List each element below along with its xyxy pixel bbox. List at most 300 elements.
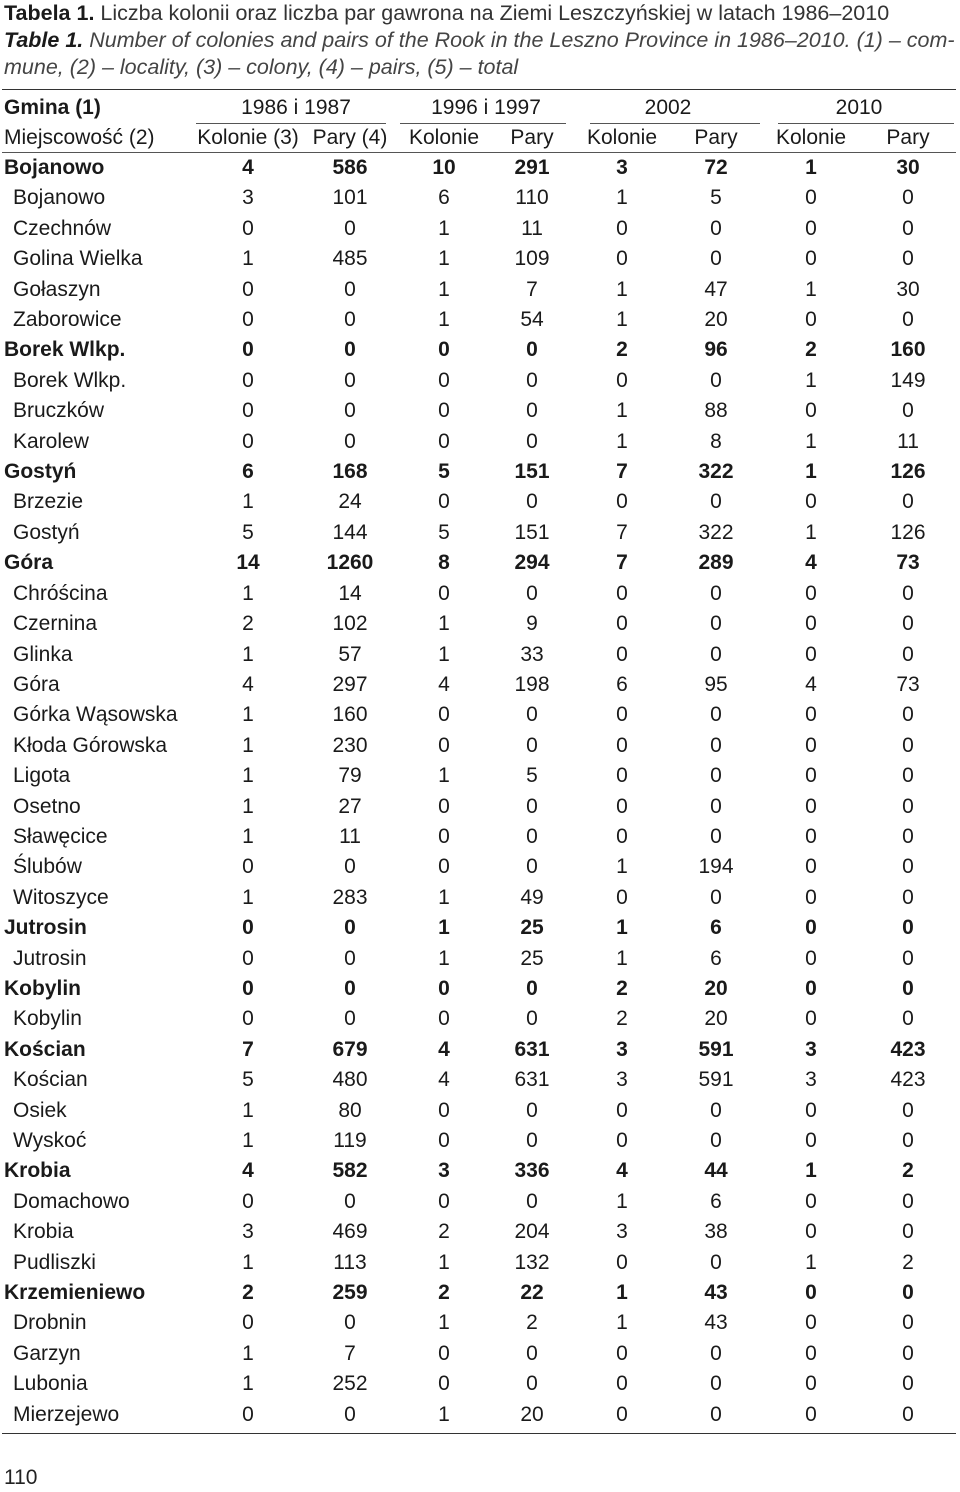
table-cell: 0 [344,1311,356,1335]
table-cell: 0 [805,1098,817,1122]
table-cell: 9 [526,612,538,636]
table-cell: 44 [704,1159,728,1183]
header-gmina: Gmina (1) [4,96,101,119]
table-cell: 7 [242,1037,254,1061]
table-cell: 1 [242,1341,254,1365]
table-cell: 0 [805,399,817,423]
gmina-name: Kobylin [4,976,81,1000]
table-cell: 591 [698,1068,734,1092]
locality-row [2,1308,956,1338]
header-subcol: Kolonie [586,126,658,149]
table-cell: 0 [526,1098,538,1122]
locality-row [2,640,956,670]
table-cell: 4 [438,1037,450,1061]
table-cell: 4 [242,1159,254,1183]
table-cell: 0 [526,855,538,879]
table-cell: 30 [896,156,920,179]
table-cell: 0 [242,916,254,940]
table-cell: 0 [902,764,914,788]
table-cell: 119 [333,1129,367,1152]
table-cell: 0 [902,1341,914,1365]
table-cell: 1 [616,946,628,970]
table-cell: 0 [710,216,722,240]
table-cell: 0 [242,368,254,392]
table-cell: 0 [526,794,538,818]
table-cell: 0 [710,581,722,605]
table-cell: 297 [332,672,368,696]
table-cell: 1 [616,399,628,423]
table-cell: 0 [344,1189,356,1213]
table-cell: 0 [242,1007,254,1031]
table-cell: 2 [438,1281,450,1305]
table-cell: 0 [344,1007,356,1031]
header-subcol: Pary [886,126,930,149]
table-cell: 1 [616,308,628,332]
table-cell: 0 [710,1402,722,1426]
table-cell: 0 [526,976,538,1000]
locality-name: Bojanowo [13,186,106,210]
table-cell: 0 [242,1189,254,1213]
table-cell: 96 [704,338,728,362]
locality-row [2,427,956,457]
locality-row [2,670,956,700]
locality-name: Kobylin [13,1007,82,1031]
header-period-2: 1996 i 1997 [431,96,541,119]
table-cell: 0 [344,1402,356,1426]
table-cell: 582 [332,1159,368,1183]
table-cell: 0 [710,642,722,666]
table-cell: 1 [805,368,817,392]
table-cell: 6 [616,672,628,696]
header-row-subcols [2,123,956,153]
locality-name: Pudliszki [13,1250,96,1274]
table-cell: 0 [805,1189,817,1213]
table-cell: 0 [616,642,628,666]
table-cell: 0 [526,1189,538,1213]
locality-name: Sławęcice [13,824,108,848]
table-cell: 2 [242,1281,254,1305]
table-cell: 0 [902,733,914,757]
table-cell: 0 [710,703,722,727]
table-cell: 0 [616,581,628,605]
table-cell: 2 [902,1250,914,1274]
locality-row [2,731,956,761]
table-cell: 1 [242,703,254,727]
table-cell: 0 [805,1281,817,1305]
locality-row [2,761,956,791]
table-cell: 0 [526,490,538,514]
table-cell: 2 [616,338,628,362]
table-cell: 0 [438,794,450,818]
table-cell: 0 [344,946,356,970]
table-cell: 1 [438,247,450,271]
table-cell: 423 [890,1068,926,1092]
table-cell: 0 [616,490,628,514]
locality-name: Witoszyce [13,885,109,909]
locality-name: Domachowo [13,1189,130,1213]
locality-row [2,609,956,639]
table-cell: 126 [890,460,926,484]
table-cell: 259 [332,1281,368,1305]
gmina-row [2,1278,956,1308]
table-cell: 1 [616,855,628,879]
table-cell: 0 [526,824,538,848]
table-cell: 631 [514,1037,550,1061]
locality-name: Gostyń [13,520,80,544]
table-cell: 0 [710,612,722,636]
table-cell: 0 [438,1189,450,1213]
table-cell: 0 [805,946,817,970]
table-cell: 0 [805,1311,817,1335]
locality-name: Bruczków [13,399,105,423]
table-cell: 0 [526,733,538,757]
table-cell: 20 [704,308,728,332]
table-cell: 194 [698,855,734,879]
locality-row [2,396,956,426]
table-cell: 0 [242,308,254,332]
header-period-1: 1986 i 1987 [241,96,351,119]
table-cell: 0 [805,1402,817,1426]
table-cell: 30 [896,277,920,301]
locality-name: Kłoda Górowska [13,733,168,757]
table-cell: 0 [902,1281,914,1305]
table-cell: 1 [242,247,254,271]
table-cell: 252 [332,1372,368,1396]
table-cell: 0 [616,247,628,271]
table-cell: 0 [902,1098,914,1122]
gmina-row [2,335,956,365]
table-cell: 11 [339,824,361,848]
table-cell: 7 [344,1341,356,1365]
table-cell: 0 [805,976,817,1000]
locality-name: Chróścina [13,581,108,605]
table-cell: 6 [242,460,254,484]
table-cell: 4 [242,156,254,179]
locality-name: Ligota [13,764,71,788]
table-cell: 0 [805,916,817,940]
table-cell: 73 [896,551,920,575]
header-subcol: Pary [510,126,554,149]
table-cell: 0 [242,216,254,240]
table-cell: 1 [438,1402,450,1426]
table-cell: 0 [344,399,356,423]
table-cell: 1 [616,277,628,301]
table-cell: 20 [520,1402,544,1426]
header-subcol: Pary (4) [312,126,388,149]
table-cell: 160 [332,703,368,727]
table-cell: 0 [438,429,450,453]
table-cell: 126 [890,520,926,544]
table-cell: 0 [805,1007,817,1031]
header-subcol: Kolonie (3) [197,126,299,149]
table-cell: 0 [902,1402,914,1426]
table-cell: 0 [616,1341,628,1365]
table-cell: 0 [902,186,914,210]
table-cell: 0 [616,703,628,727]
table-cell: 0 [710,1372,722,1396]
locality-row [2,244,956,274]
table-cell: 0 [902,399,914,423]
table-cell: 7 [616,460,628,484]
table-cell: 1 [805,460,817,484]
table-cell: 0 [526,1372,538,1396]
table-cell: 0 [242,1402,254,1426]
table-cell: 0 [526,368,538,392]
table-cell: 423 [890,1037,926,1061]
gmina-name: Gostyń [4,460,77,484]
gmina-name: Krobia [4,1159,71,1183]
table-cell: 0 [710,490,722,514]
gmina-name: Borek Wlkp. [4,338,126,362]
table-cell: 1 [242,794,254,818]
locality-name: Czernina [13,612,98,636]
gmina-row [2,1156,956,1186]
table-cell: 322 [698,460,734,484]
table-cell: 322 [698,520,734,544]
table-cell: 113 [333,1250,367,1274]
table-cell: 0 [805,186,817,210]
locality-name: Czechnów [13,216,112,240]
table-cell: 0 [438,1372,450,1396]
table-cell: 0 [526,703,538,727]
table-cell: 0 [805,703,817,727]
table-cell: 5 [710,186,722,210]
table-cell: 2 [805,338,817,362]
table-cell: 0 [526,581,538,605]
table-cell: 2 [902,1159,914,1183]
gmina-row [2,153,956,183]
locality-row [2,1339,956,1369]
table-cell: 0 [242,855,254,879]
locality-row [2,792,956,822]
table-body [2,153,956,1430]
table-cell: 0 [902,1007,914,1031]
page-number: 110 [4,1466,38,1489]
table-cell: 0 [438,1098,450,1122]
table-cell: 43 [704,1311,728,1335]
table-cell: 0 [805,1341,817,1365]
locality-name: Osetno [13,794,81,818]
table-cell: 1 [242,764,254,788]
table-cell: 291 [514,156,550,179]
header-row-periods [2,92,956,123]
table-cell: 0 [805,642,817,666]
table-cell: 149 [890,368,926,392]
table-cell: 0 [438,855,450,879]
table-cell: 20 [704,1007,728,1031]
table-cell: 0 [710,824,722,848]
table-cell: 144 [332,520,368,544]
table-cell: 160 [890,338,926,362]
locality-name: Garzyn [13,1341,81,1365]
gmina-row [2,548,956,578]
table-cell: 0 [344,368,356,392]
table-cell: 1 [438,1250,450,1274]
table-cell: 2 [616,976,628,1000]
table-cell: 1 [438,216,450,240]
table-cell: 101 [332,186,368,210]
gmina-name: Bojanowo [4,156,105,179]
table-cell: 2 [438,1220,450,1244]
table-cell: 0 [805,581,817,605]
table-cell: 109 [514,247,550,271]
table-cell: 0 [805,308,817,332]
table-cell: 14 [338,581,362,605]
rook-colonies-table [2,92,956,1430]
table-cell: 1 [242,490,254,514]
table-cell: 24 [338,490,362,514]
table-cell: 1 [616,1189,628,1213]
table-cell: 0 [616,794,628,818]
table-cell: 38 [704,1220,728,1244]
table-cell: 1 [805,277,817,301]
table-cell: 0 [344,855,356,879]
table-cell: 0 [710,368,722,392]
locality-name: Lubonia [13,1372,88,1396]
locality-row [2,944,956,974]
table-bottom-rule [2,1433,956,1434]
locality-row [2,579,956,609]
table-cell: 283 [332,885,368,909]
locality-row [2,518,956,548]
table-cell: 0 [902,824,914,848]
table-cell: 0 [344,216,356,240]
locality-name: Glinka [13,642,73,666]
table-cell: 0 [242,338,254,362]
table-cell: 3 [805,1037,817,1061]
table-cell: 0 [616,368,628,392]
caption-pl [4,0,956,27]
table-cell: 2 [526,1311,538,1335]
locality-row [2,1004,956,1034]
table-cell: 4 [438,1068,450,1092]
table-cell: 0 [902,642,914,666]
table-cell: 0 [805,733,817,757]
table-cell: 591 [698,1037,734,1061]
table-cell: 1 [438,612,450,636]
table-cell: 0 [902,216,914,240]
table-cell: 0 [805,490,817,514]
table-cell: 5 [526,764,538,788]
locality-row [2,366,956,396]
table-cell: 1 [242,1372,254,1396]
table-cell: 0 [616,216,628,240]
table-cell: 6 [710,916,722,940]
table-cell: 7 [616,551,628,575]
table-cell: 1 [616,1281,628,1305]
table-cell: 0 [438,1341,450,1365]
table-cell: 0 [805,824,817,848]
gmina-row [2,974,956,1004]
table-cell: 7 [616,520,628,544]
table-cell: 0 [805,247,817,271]
table-cell: 7 [526,277,538,301]
table-cell: 0 [344,916,356,940]
table-cell: 57 [338,642,362,666]
caption-en-text-2: mune, (2) – locality, (3) – colony, (4) – pairs, (5) – total [4,55,519,79]
table-cell: 0 [526,429,538,453]
table-cell: 0 [438,399,450,423]
header-subcol: Kolonie [408,126,480,149]
table-cell: 43 [704,1281,728,1305]
table-cell: 0 [710,764,722,788]
table-cell: 0 [710,1098,722,1122]
table-cell: 72 [704,156,728,179]
table-cell: 3 [616,156,628,179]
gmina-row [2,457,956,487]
table-cell: 0 [526,399,538,423]
table-cell: 631 [514,1068,550,1092]
table-cell: 73 [896,672,920,696]
locality-row [2,1065,956,1095]
table-cell: 679 [332,1037,368,1061]
locality-row [2,183,956,213]
table-cell: 10 [432,156,456,179]
table-cell: 6 [438,186,450,210]
gmina-name: Góra [4,551,54,575]
table-cell: 4 [616,1159,628,1183]
locality-name: Krobia [13,1220,74,1244]
table-cell: 0 [344,338,356,362]
table-top-rule [2,89,956,90]
table-cell: 485 [332,247,368,271]
table-cell: 0 [902,1220,914,1244]
table-cell: 0 [438,368,450,392]
table-cell: 5 [438,460,450,484]
locality-name: Gołaszyn [13,277,101,301]
table-cell: 8 [710,429,722,453]
table-cell: 3 [616,1220,628,1244]
table-cell: 3 [242,1220,254,1244]
table-cell: 0 [902,916,914,940]
table-cell: 0 [902,581,914,605]
locality-name: Zaborowice [13,308,122,332]
table-cell: 151 [514,460,550,484]
caption-pl-label: Tabela 1. [4,1,95,25]
table-cell: 0 [902,308,914,332]
table-cell: 1 [805,520,817,544]
table-cell: 0 [242,976,254,1000]
table-cell: 1 [805,429,817,453]
table-cell: 0 [616,885,628,909]
table-cell: 1 [242,581,254,605]
table-cell: 0 [805,1220,817,1244]
table-cell: 0 [616,1129,628,1152]
table-cell: 4 [242,672,254,696]
table-cell: 1 [438,1311,450,1335]
table-cell: 132 [514,1250,550,1274]
table-cell: 1 [242,1098,254,1122]
table-cell: 469 [332,1220,368,1244]
locality-name: Wyskoć [13,1129,87,1152]
locality-row [2,1096,956,1126]
table-cell: 0 [616,733,628,757]
table-cell: 336 [514,1159,550,1183]
table-cell: 1 [438,642,450,666]
table-cell: 1 [805,156,817,179]
table-cell: 1 [242,1250,254,1274]
table-cell: 54 [520,308,544,332]
locality-row [2,1248,956,1278]
table-cell: 0 [710,247,722,271]
table-cell: 0 [438,824,450,848]
table-cell: 0 [242,1311,254,1335]
table-cell: 294 [514,551,550,575]
table-cell: 0 [616,1250,628,1274]
caption-pl-text: Liczba kolonii oraz liczba par gawrona na Ziemi Leszczyńskiej w latach 1986–2010 [100,1,890,25]
table-cell: 0 [616,1402,628,1426]
table-cell: 0 [902,946,914,970]
